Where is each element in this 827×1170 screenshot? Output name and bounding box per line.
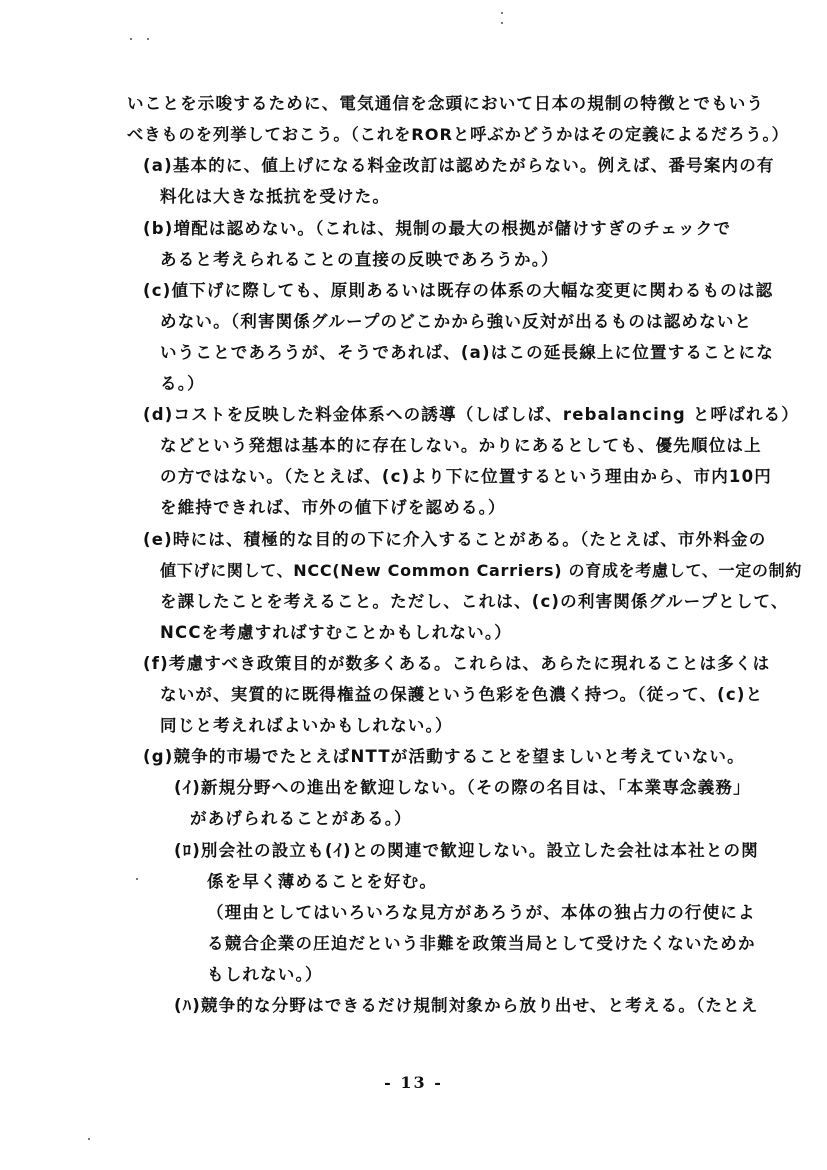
list-item-e: (e)時には、積極的な目的の下に介入することがある。（たとえば、市外料金の (143, 530, 767, 549)
text-line: ないが、実質的に既得権益の保護という色彩を色濃く持つ。（従って、(c)と (160, 685, 764, 704)
list-item-f: (f)考慮すべき政策目的が数多くある。これらは、あらたに現れることは多くは (143, 654, 771, 673)
sub-item-ha: (ﾊ)競争的な分野はできるだけ規制対象から放り出せ、と考える。（たとえ (174, 996, 759, 1015)
text-line: る。） (160, 374, 205, 393)
scan-speck (501, 22, 503, 24)
list-item-a: (a)基本的に、値上げになる料金改訂は認めたがらない。例えば、番号案内の有 (143, 156, 775, 175)
scan-speck (501, 12, 503, 14)
text-line: があげられることがある。） (190, 809, 412, 828)
text-line: 同じと考えればよいかもしれない。） (160, 716, 453, 735)
text-line: （理由としてはいろいろな見方があろうが、本体の独占力の行使によ (207, 903, 756, 922)
text-line: もしれない。） (207, 965, 323, 984)
text-line: べきものを列挙しておこう。（これをRORと呼ぶかどうかはその定義によるだろう。） (127, 125, 789, 144)
sub-item-i: (ｲ)新規分野への進出を歓迎しない。（その際の名目は、「本業専念義務」 (174, 778, 751, 797)
text-line: 係を早く薄めることを好む。 (207, 872, 438, 891)
list-item-g: (g)競争的市場でたとえばNTTが活動することを望ましいと考えていない。 (143, 747, 745, 766)
sub-item-ro: (ﾛ)別会社の設立も(ｲ)との関連で歓迎しない。設立した会社は本社との関 (174, 841, 759, 860)
text-line: いうことであろうが、そうであれば、(a)はこの延長線上に位置することにな (160, 343, 774, 362)
text-line: NCCを考慮すればすむことかもしれない。） (160, 623, 512, 642)
text-line: 値下げに関して、NCC(New Common Carriers) の育成を考慮して、一定の制約 (160, 561, 803, 580)
text-line: めない。（利害関係グループのどこかから強い反対が出るものは認めないと (160, 312, 753, 331)
text-line: 料化は大きな抵抗を受けた。 (160, 187, 391, 206)
text-line: などという発想は基本的に存在しない。かりにあるとしても、優先順位は上 (160, 436, 762, 455)
scan-speck (147, 38, 149, 40)
page-number: - 13 - (384, 1073, 443, 1092)
scan-speck (130, 38, 132, 40)
text-line: あると考えられることの直接の反映であろうか。） (160, 250, 559, 269)
text-line: いことを示唆するために、電気通信を念頭において日本の規制の特徴とでもいう (127, 94, 765, 113)
list-item-d: (d)コストを反映した料金体系への誘導（しばしば、rebalancing と呼ばれる） (143, 405, 800, 424)
text-line: を課したことを考えること。ただし、これは、(c)の利害関係グループとして、 (160, 592, 789, 611)
list-item-c: (c)値下げに際しても、原則あるいは既存の体系の大幅な変更に関わるものは認 (143, 281, 774, 300)
text-line: る競合企業の圧迫だという非難を政策当局として受けたくないためか (207, 934, 756, 953)
scan-speck (136, 878, 138, 880)
text-line: の方ではない。（たとえば、(c)より下に位置するという理由から、市内10円 (160, 467, 772, 486)
scan-speck (88, 1138, 90, 1140)
text-line: を維持できれば、市外の値下げを認める。） (160, 498, 506, 517)
list-item-b: (b)増配は認めない。（これは、規制の最大の根拠が儲けすぎのチェックで (143, 219, 732, 238)
